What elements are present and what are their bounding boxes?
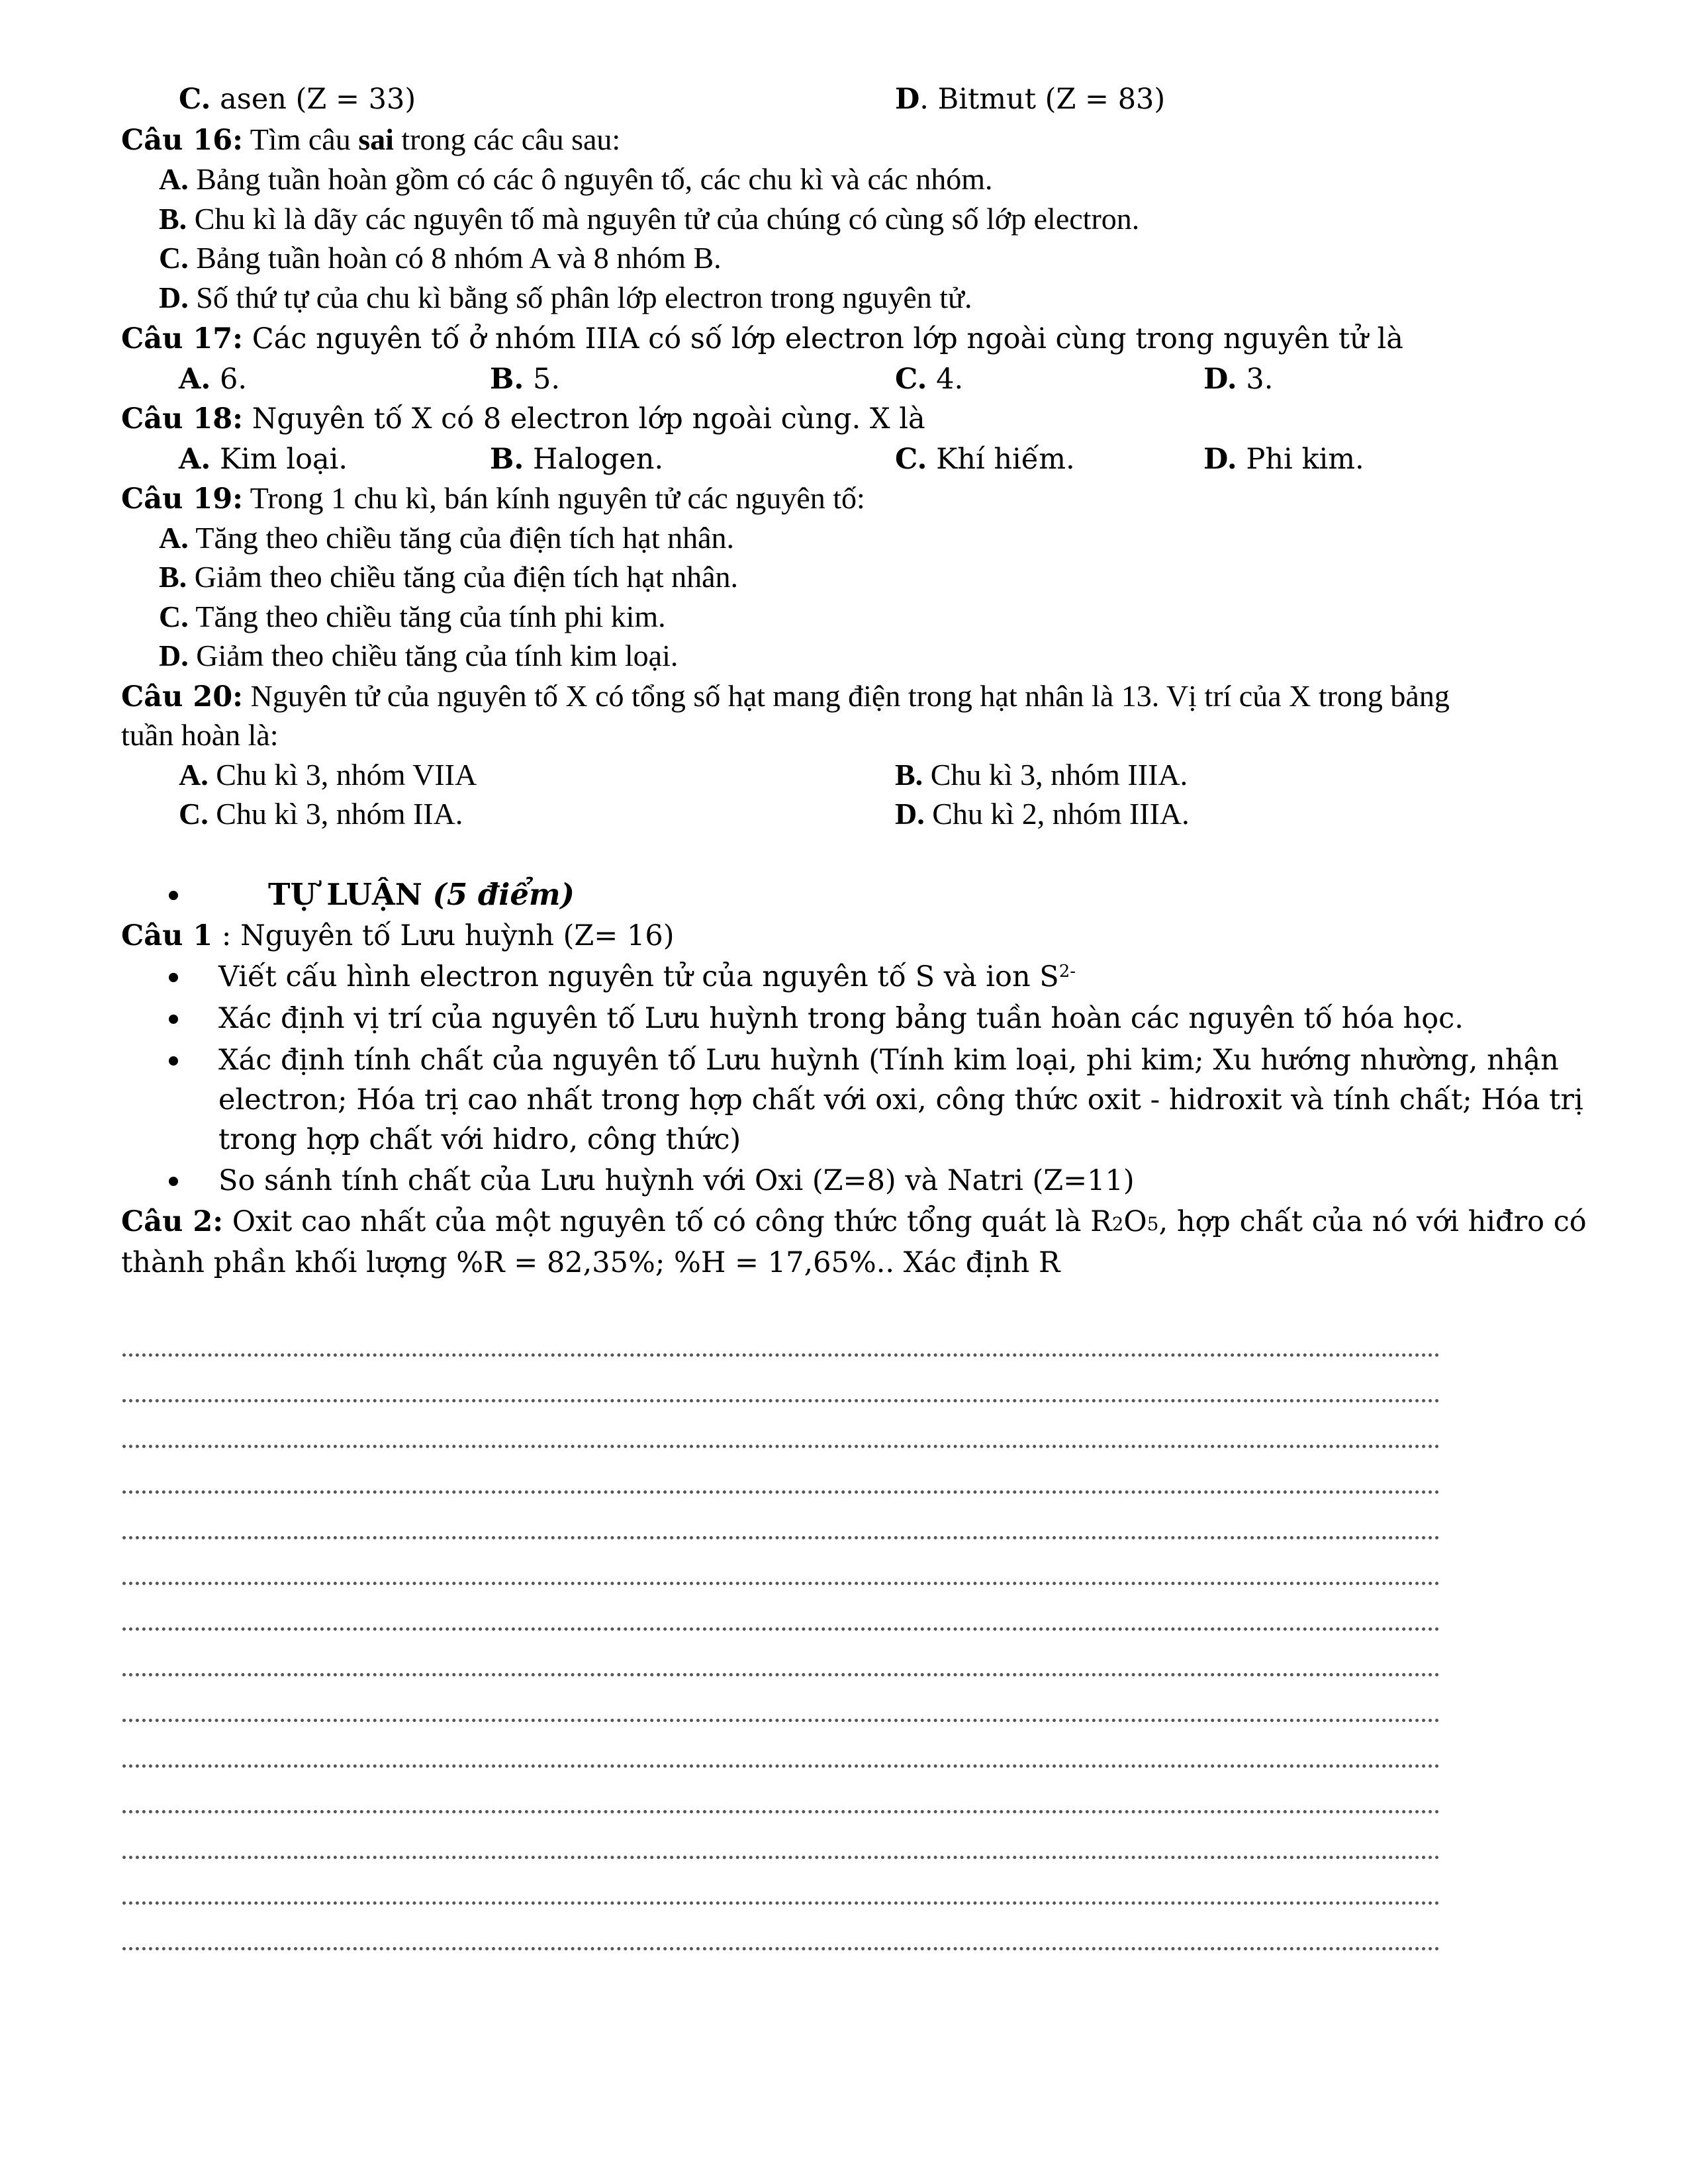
essay-c2-stem (121, 1203, 1587, 1240)
q16-stem (121, 121, 620, 159)
option-label: A. (159, 521, 189, 555)
answer-line[interactable] (122, 1764, 1440, 1768)
essay-c1-item3-line3: trong hợp chất với hidro, công thức) (218, 1123, 741, 1156)
option-label: B. (159, 560, 187, 594)
option-text: 5. (524, 363, 561, 396)
option-label: C. (159, 241, 189, 275)
q15-option-d (895, 81, 1165, 118)
essay-c1-item3-line2: electron; Hóa trị cao nhất trong hợp chất với oxi, công thức oxit - hidroxit và tính chất; Hóa trị (218, 1083, 1583, 1116)
option-text: Tăng theo chiều tăng của tính phi kim. (188, 600, 666, 633)
option-label: A. (179, 363, 211, 396)
option-label: B. (490, 363, 524, 396)
q20-option-b (895, 756, 1188, 794)
q17-option-b (490, 361, 560, 398)
q15-option-c (179, 81, 416, 118)
option-text: Chu kì 3, nhóm VIIA (208, 758, 477, 792)
essay-c1-stem (121, 917, 674, 954)
option-text: Chu kì 3, nhóm IIA. (208, 797, 463, 831)
list-bullet-icon (169, 1177, 178, 1186)
q20-option-d (895, 796, 1190, 833)
option-label: D. (1203, 363, 1237, 396)
q20-option-c (179, 796, 463, 833)
answer-line[interactable] (122, 1673, 1440, 1676)
q20-option-a (179, 756, 477, 794)
question-label: Câu 16: (121, 124, 244, 157)
q17-option-d (1203, 361, 1273, 398)
answer-line[interactable] (122, 1901, 1440, 1905)
answer-line[interactable] (122, 1627, 1440, 1631)
answer-line[interactable] (122, 1719, 1440, 1722)
stem-text: , hợp chất của nó với hiđro có (1158, 1205, 1587, 1238)
stem-text: Nguyên tử của nguyên tố X có tổng số hạt mang điện trong hạt nhân là 13. Vị trí của X trong bảng (243, 679, 1450, 713)
option-label: D. (895, 797, 925, 831)
question-label: Câu 20: (121, 680, 244, 713)
essay-c1-item3-line1: Xác định tính chất của nguyên tố Lưu huỳnh (Tính kim loại, phi kim; Xu hướng nhường, nhận (218, 1044, 1559, 1077)
q18-option-d (1203, 441, 1364, 478)
question-label: Câu 1 (121, 919, 213, 952)
option-label: B. (895, 758, 923, 792)
q19-option-d (159, 637, 678, 674)
option-label: A. (159, 162, 189, 196)
question-label: Câu 17: (121, 322, 244, 355)
option-text: 6. (211, 363, 248, 396)
essay-c1-item1 (218, 958, 1076, 995)
subscript: 2 (1111, 1213, 1124, 1235)
q17-stem (121, 320, 1403, 357)
q17-option-a (179, 361, 247, 398)
answer-line[interactable] (122, 1353, 1440, 1357)
answer-line[interactable] (122, 1399, 1440, 1402)
stem-text: Tìm câu (243, 122, 359, 156)
superscript: 2- (1058, 962, 1076, 981)
item-text: Viết cấu hình electron nguyên tử của nguyên tố S và ion S (218, 960, 1059, 993)
option-text: Giảm theo chiều tăng của điện tích hạt nhân. (187, 560, 739, 594)
option-label: C. (179, 797, 209, 831)
option-label: B. (490, 443, 524, 476)
answer-line[interactable] (122, 1445, 1440, 1448)
option-text: Kim loại. (211, 443, 348, 476)
question-label: Câu 18: (121, 402, 244, 435)
option-text: 3. (1237, 363, 1274, 396)
option-text: Chu kì 3, nhóm IIIA. (923, 758, 1188, 792)
option-text: Halogen. (524, 443, 664, 476)
option-text: Chu kì 2, nhóm IIIA. (924, 797, 1190, 831)
option-label: C. (159, 600, 189, 633)
stem-text: Trong 1 chu kì, bán kính nguyên tử các nguyên tố: (243, 481, 865, 515)
option-text: Bảng tuần hoàn có 8 nhóm A và 8 nhóm B. (188, 241, 722, 275)
q18-option-c (895, 441, 1075, 478)
essay-c2-stem-continued: thành phần khối lượng %R = 82,35%; %H = 17,65%.. Xác định R (121, 1246, 1060, 1279)
stem-text: : Nguyên tố Lưu huỳnh (Z= 16) (212, 919, 675, 952)
answer-line[interactable] (122, 1856, 1440, 1859)
list-bullet-icon (169, 973, 178, 982)
stem-text: O (1123, 1205, 1147, 1238)
essay-heading-points: (5 điểm) (432, 877, 575, 912)
stem-text: Các nguyên tố ở nhóm IIIA có số lớp electron lớp ngoài cùng trong nguyên tử là (243, 322, 1403, 355)
option-text: . Bitmut (Z = 83) (919, 83, 1166, 116)
heading-bullet-icon (169, 891, 178, 900)
option-text: Bảng tuần hoàn gồm có các ô nguyên tố, các chu kì và các nhóm. (188, 162, 993, 196)
q20-stem-continued: tuần hoàn là: (121, 718, 279, 752)
answer-line[interactable] (122, 1536, 1440, 1539)
q19-option-b (159, 559, 738, 596)
q16-option-b (159, 201, 1139, 238)
option-label: D (895, 83, 920, 116)
answer-line[interactable] (122, 1490, 1440, 1494)
q18-option-b (490, 441, 663, 478)
q19-option-c (159, 598, 666, 635)
essay-heading (268, 876, 575, 913)
stem-text: trong các câu sau: (393, 122, 621, 156)
subscript: 5 (1147, 1213, 1159, 1235)
option-label: A. (179, 758, 209, 792)
option-label: C. (179, 83, 211, 116)
q17-option-c (895, 361, 963, 398)
option-text: Tăng theo chiều tăng của điện tích hạt nhân. (188, 521, 735, 555)
q18-stem (121, 400, 925, 437)
option-label: A. (179, 443, 211, 476)
option-label: B. (159, 202, 187, 236)
option-text: Phi kim. (1237, 443, 1364, 476)
q20-stem (121, 678, 1450, 715)
option-label: D. (1203, 443, 1237, 476)
option-label: D. (159, 281, 189, 314)
option-text: Số thứ tự của chu kì bằng số phân lớp electron trong nguyên tử. (188, 281, 972, 314)
question-label: Câu 19: (121, 482, 244, 516)
q19-option-a (159, 520, 734, 557)
option-text: Khí hiếm. (927, 443, 1075, 476)
option-label: C. (895, 363, 927, 396)
q16-option-c (159, 240, 722, 277)
option-text: 4. (927, 363, 964, 396)
option-text: asen (Z = 33) (211, 83, 416, 116)
answer-line[interactable] (122, 1810, 1440, 1813)
q19-stem (121, 480, 865, 518)
option-label: D. (159, 639, 189, 672)
essay-c1-item2: Xác định vị trí của nguyên tố Lưu huỳnh trong bảng tuần hoàn các nguyên tố hóa học. (218, 1002, 1464, 1035)
q16-option-a (159, 161, 993, 198)
list-bullet-icon (169, 1015, 178, 1024)
essay-c1-item4: So sánh tính chất của Lưu huỳnh với Oxi (Z=8) và Natri (Z=11) (218, 1164, 1135, 1197)
list-bullet-icon (169, 1056, 178, 1066)
stem-emphasis: sai (358, 122, 394, 156)
stem-text: Oxit cao nhất của một nguyên tố có công thức tổng quát là R (223, 1205, 1112, 1238)
answer-line[interactable] (122, 1582, 1440, 1585)
option-text: Chu kì là dãy các nguyên tố mà nguyên tử của chúng có cùng số lớp electron. (187, 202, 1140, 236)
q18-option-a (179, 441, 348, 478)
option-text: Giảm theo chiều tăng của tính kim loại. (188, 639, 679, 672)
essay-heading-title: TỰ LUẬN (268, 877, 433, 912)
question-label: Câu 2: (121, 1205, 224, 1238)
option-label: C. (895, 443, 927, 476)
stem-text: Nguyên tố X có 8 electron lớp ngoài cùng. X là (243, 402, 925, 435)
q16-option-d (159, 279, 972, 316)
answer-line[interactable] (122, 1947, 1440, 1950)
